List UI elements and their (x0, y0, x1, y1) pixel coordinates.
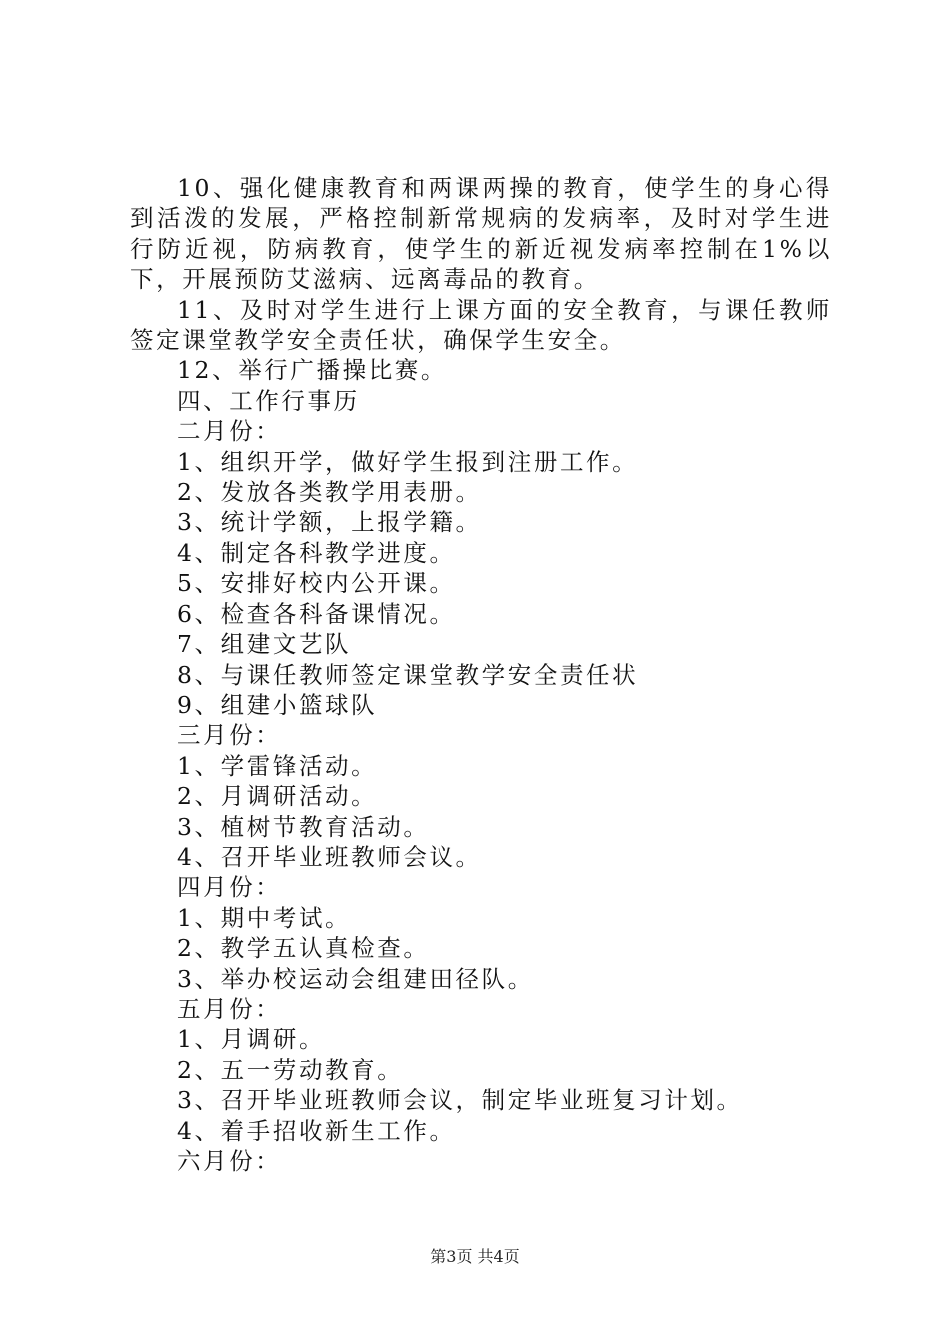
month-heading-may: 五月份： (177, 994, 282, 1023)
list-item: 2、教学五认真检查。 (177, 934, 430, 963)
month-heading-june: 六月份： (177, 1147, 282, 1175)
list-item: 5、安排好校内公开课。 (177, 569, 456, 598)
list-item: 1、学雷锋活动。 (177, 751, 378, 780)
list-item: 2、五一劳动教育。 (177, 1055, 404, 1084)
month-heading-march: 三月份： (177, 721, 282, 750)
list-item: 12、举行广播操比赛。 (177, 356, 448, 385)
month-heading-april: 四月份： (177, 873, 282, 902)
list-item: 3、举办校运动会组建田径队。 (177, 964, 534, 993)
list-item: 3、统计学额，上报学籍。 (177, 508, 482, 537)
list-item: 7、组建文艺队 (177, 630, 352, 659)
page-number-footer: 第3页 共4页 (430, 1247, 520, 1266)
paragraph-item-11: 11、及时对学生进行上课方面的安全教育，与课任教师签定课堂教学安全责任状，确保学生安全。 (130, 295, 832, 355)
month-heading-february: 二月份： (177, 417, 282, 446)
list-item: 4、着手招收新生工作。 (177, 1116, 456, 1145)
list-item: 9、组建小篮球队 (177, 690, 378, 719)
list-item: 4、制定各科教学进度。 (177, 538, 456, 567)
paragraph-item-10: 10、强化健康教育和两课两操的教育，使学生的身心得到活泼的发展，严格控制新常规病的发病率，及时对学生进行防近视，防病教育，使学生的新近视发病率控制在1%以下，开展预防艾滋病、远离毒品的教育。 (130, 174, 832, 294)
list-item: 3、召开毕业班教师会议，制定毕业班复习计划。 (177, 1086, 743, 1115)
list-item: 6、检查各科备课情况。 (177, 599, 456, 628)
document-body (130, 173, 832, 1176)
list-item: 1、组织开学，做好学生报到注册工作。 (177, 447, 639, 476)
list-item: 1、月调研。 (177, 1025, 326, 1054)
list-item: 3、植树节教育活动。 (177, 812, 430, 841)
list-item: 8、与课任教师签定课堂教学安全责任状 (177, 660, 639, 689)
list-item: 2、月调研活动。 (177, 782, 378, 811)
section-heading: 四、工作行事历 (177, 386, 360, 415)
list-item: 1、期中考试。 (177, 903, 352, 932)
list-item: 4、召开毕业班教师会议。 (177, 842, 482, 871)
list-item: 2、发放各类教学用表册。 (177, 478, 482, 507)
